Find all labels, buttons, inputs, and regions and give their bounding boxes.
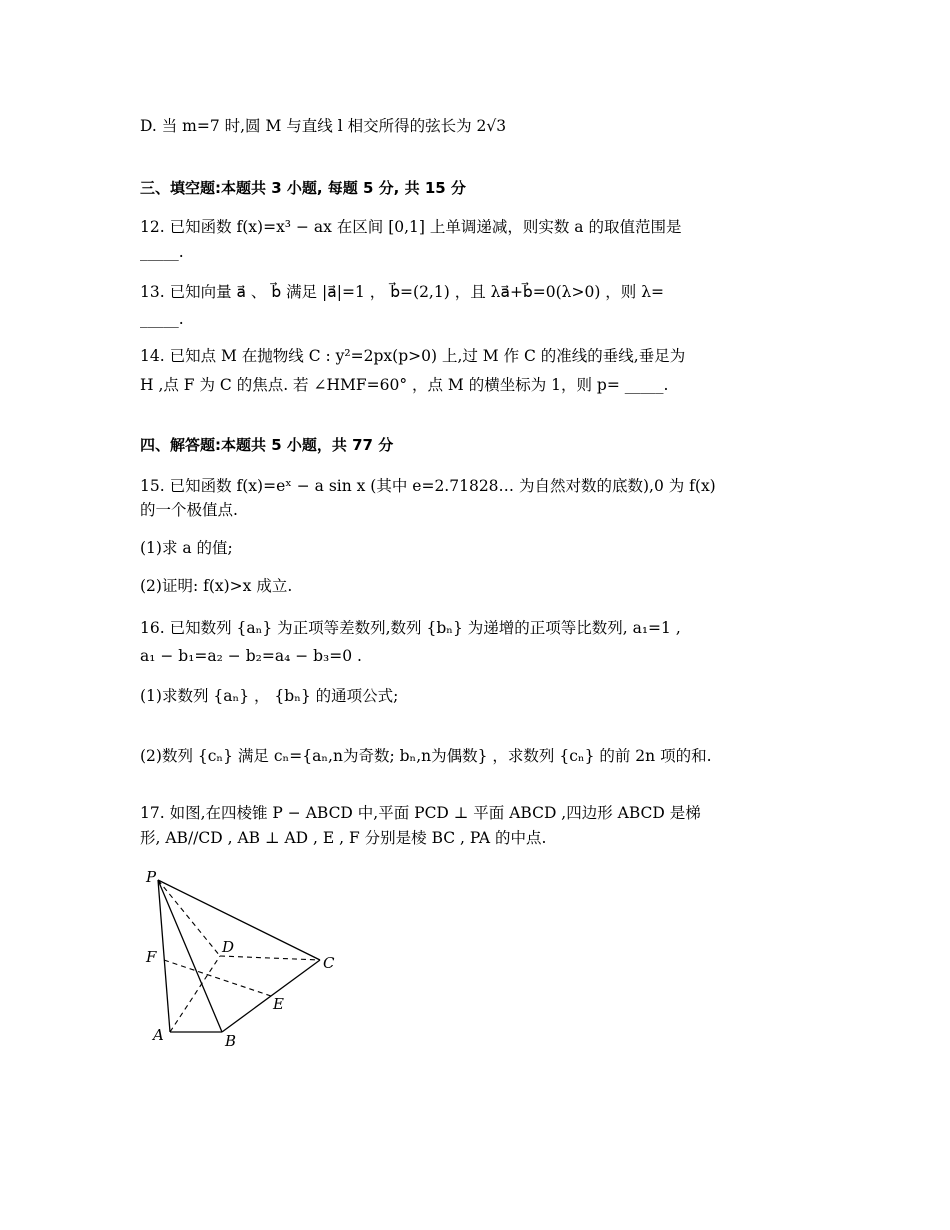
- section-4-heading: 四、解答题:本题共 5 小题，共 77 分: [140, 436, 394, 454]
- question-15-line-2: 的一个极值点.: [140, 501, 238, 519]
- question-16-line-1: 16. 已知数列 {aₙ} 为正项等差数列,数列 {bₙ} 为递增的正项等比数列, a₁=1 ,: [140, 619, 681, 637]
- question-12-line-2: _____.: [140, 243, 184, 261]
- section-3-heading: 三、填空题:本题共 3 小题, 每题 5 分, 共 15 分: [140, 179, 466, 197]
- edge-dc: [220, 956, 320, 960]
- question-12-line-1: 12. 已知函数 f(x)=x³ − ax 在区间 [0,1] 上单调递减，则实数 a 的取值范围是: [140, 218, 682, 236]
- question-17-line-1: 17. 如图,在四棱锥 P − ABCD 中,平面 PCD ⊥ 平面 ABCD ,四边形 ABCD 是梯: [140, 804, 701, 822]
- question-15-line-1: 15. 已知函数 f(x)=eˣ − a sin x (其中 e=2.71828… 为自然对数的底数),0 为 f(x): [140, 477, 716, 495]
- question-15-part-1: (1)求 a 的值;: [140, 539, 233, 557]
- question-16-part-1: (1)求数列 {aₙ} ， {bₙ} 的通项公式;: [140, 687, 399, 705]
- edge-pc: [158, 880, 320, 960]
- question-13-line-2: _____.: [140, 310, 184, 328]
- option-d: D. 当 m=7 时,圆 M 与直线 l 相交所得的弦长为 2√3: [140, 117, 507, 135]
- label-c: C: [323, 954, 335, 972]
- question-17-line-2: 形, AB//CD , AB ⊥ AD , E , F 分别是棱 BC , PA 的中点.: [140, 829, 547, 847]
- question-15-part-2: (2)证明: f(x)>x 成立.: [140, 577, 293, 595]
- segment-fe: [164, 960, 271, 996]
- edge-pd: [158, 880, 220, 956]
- question-13-line-1: 13. 已知向量 a⃗ 、 b⃗ 满足 |a⃗|=1 ， b⃗=(2,1) ，且 λa⃗+b⃗=0(λ>0) ，则 λ=: [140, 283, 665, 301]
- question-14-line-1: 14. 已知点 M 在抛物线 C : y²=2px(p>0) 上,过 M 作 C 的准线的垂线,垂足为: [140, 347, 686, 365]
- question-16-part-2: (2)数列 {cₙ} 满足 cₙ={aₙ,n为奇数; bₙ,n为偶数} ，求数列 {cₙ} 的前 2n 项的和.: [140, 747, 712, 765]
- label-f: F: [146, 948, 157, 966]
- question-16-line-2: a₁ − b₁=a₂ − b₂=a₄ − b₃=0 .: [140, 647, 362, 665]
- question-14-line-2: H ,点 F 为 C 的焦点. 若 ∠HMF=60° ，点 M 的横坐标为 1，则 p= _____.: [140, 376, 669, 394]
- label-b: B: [225, 1032, 237, 1050]
- label-d: D: [222, 938, 235, 956]
- pyramid-figure: [140, 862, 360, 1057]
- label-p: P: [146, 868, 157, 886]
- label-a: A: [153, 1026, 164, 1044]
- label-e: E: [273, 995, 284, 1013]
